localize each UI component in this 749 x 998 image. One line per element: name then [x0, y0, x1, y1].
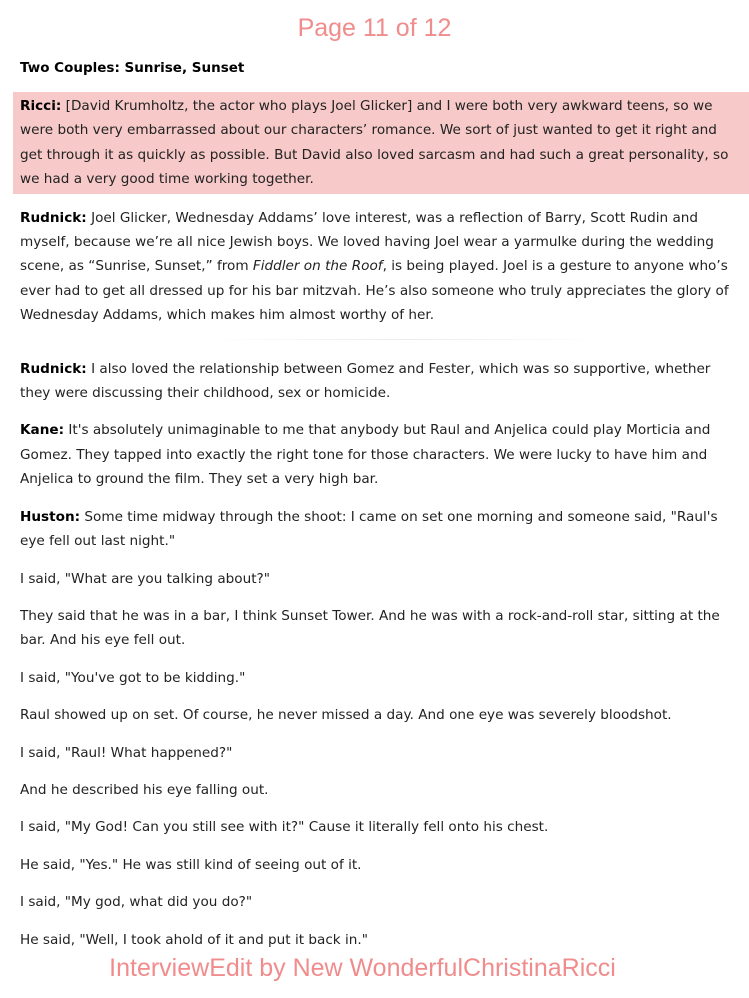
story-line: I said, "You've got to be kidding."	[20, 669, 246, 686]
speaker-name: Huston:	[20, 508, 81, 525]
quote-text: Joel Glicker, Wednesday Addams’ love interest, was a reflection of Barry, Scott Rudin and myself, because we’re all nice Jewish boys. We loved having Joel wear a yarmulke during the wedding scene, as “Sunrise, Sunset,” from	[20, 209, 714, 275]
speaker-name: Rudnick:	[20, 209, 87, 226]
story-line: I said, "What are you talking about?"	[20, 570, 271, 587]
story-line: They said that he was in a bar, I think Sunset Tower. And he was with a rock-and-roll star, sitting at the bar. And his eye fell out.	[20, 607, 720, 649]
story-line: I said, "My God! Can you still see with it?" Cause it literally fell onto his chest.	[20, 819, 549, 836]
speaker-name: Rudnick:	[20, 360, 87, 377]
quote-kane	[20, 418, 738, 491]
film-title-italic: Fiddler on the Roof	[252, 258, 383, 275]
story-line: I said, "Raul! What happened?"	[20, 744, 233, 761]
quote-text: Some time midway through the shoot: I came on set one morning and someone said, "Raul's eye fell out last night."	[20, 508, 718, 550]
story-line: I said, "My god, what did you do?"	[20, 894, 253, 911]
quote-text: It's absolutely unimaginable to me that anybody but Raul and Anjelica could play Morticia and Gomez. They tapped into exactly the right tone for those characters. We were lucky to have him and Anjelica to ground the film. They set a very high bar.	[20, 422, 711, 488]
quote-text: , is being played. Joel is a gesture to anyone who’s ever had to get all dressed up for his bar mitzvah. He’s also someone who truly appreciates the glory of Wednesday Addams, which makes him almost worthy of her.	[20, 258, 729, 324]
section-title: Two Couples: Sunrise, Sunset	[20, 60, 245, 76]
speaker-name: Ricci:	[20, 98, 62, 114]
section-divider	[205, 339, 605, 340]
article-body	[20, 58, 738, 965]
quote-huston	[20, 505, 738, 554]
speaker-name: Kane:	[20, 422, 65, 439]
page-number-label: Page 11 of 12	[297, 14, 452, 42]
footer-credit: InterviewEdit by New WonderfulChristinaRicci	[109, 954, 616, 982]
quote-rudnick-gomez-fester	[20, 357, 738, 406]
highlighted-quote-ricci	[13, 92, 749, 194]
story-line: He said, "Well, I took ahold of it and put it back in."	[20, 931, 368, 948]
story-line: He said, "Yes." He was still kind of seeing out of it.	[20, 856, 362, 873]
story-line: And he described his eye falling out.	[20, 781, 269, 798]
quote-text: I also loved the relationship between Gomez and Fester, which was so supportive, whether they were discussing their childhood, sex or homicide.	[20, 360, 711, 402]
quote-text: [David Krumholtz, the actor who plays Joel Glicker] and I were both very awkward teens, so we were both very embarrassed about our characters’ romance. We sort of just wanted to get it right and get through it as quickly as possible. But David also loved sarcasm and had such a great personality, so we had a very good time working together.	[20, 98, 729, 188]
quote-rudnick-joel	[20, 206, 738, 328]
story-line: Raul showed up on set. Of course, he never missed a day. And one eye was severely bloodshot.	[20, 707, 672, 724]
